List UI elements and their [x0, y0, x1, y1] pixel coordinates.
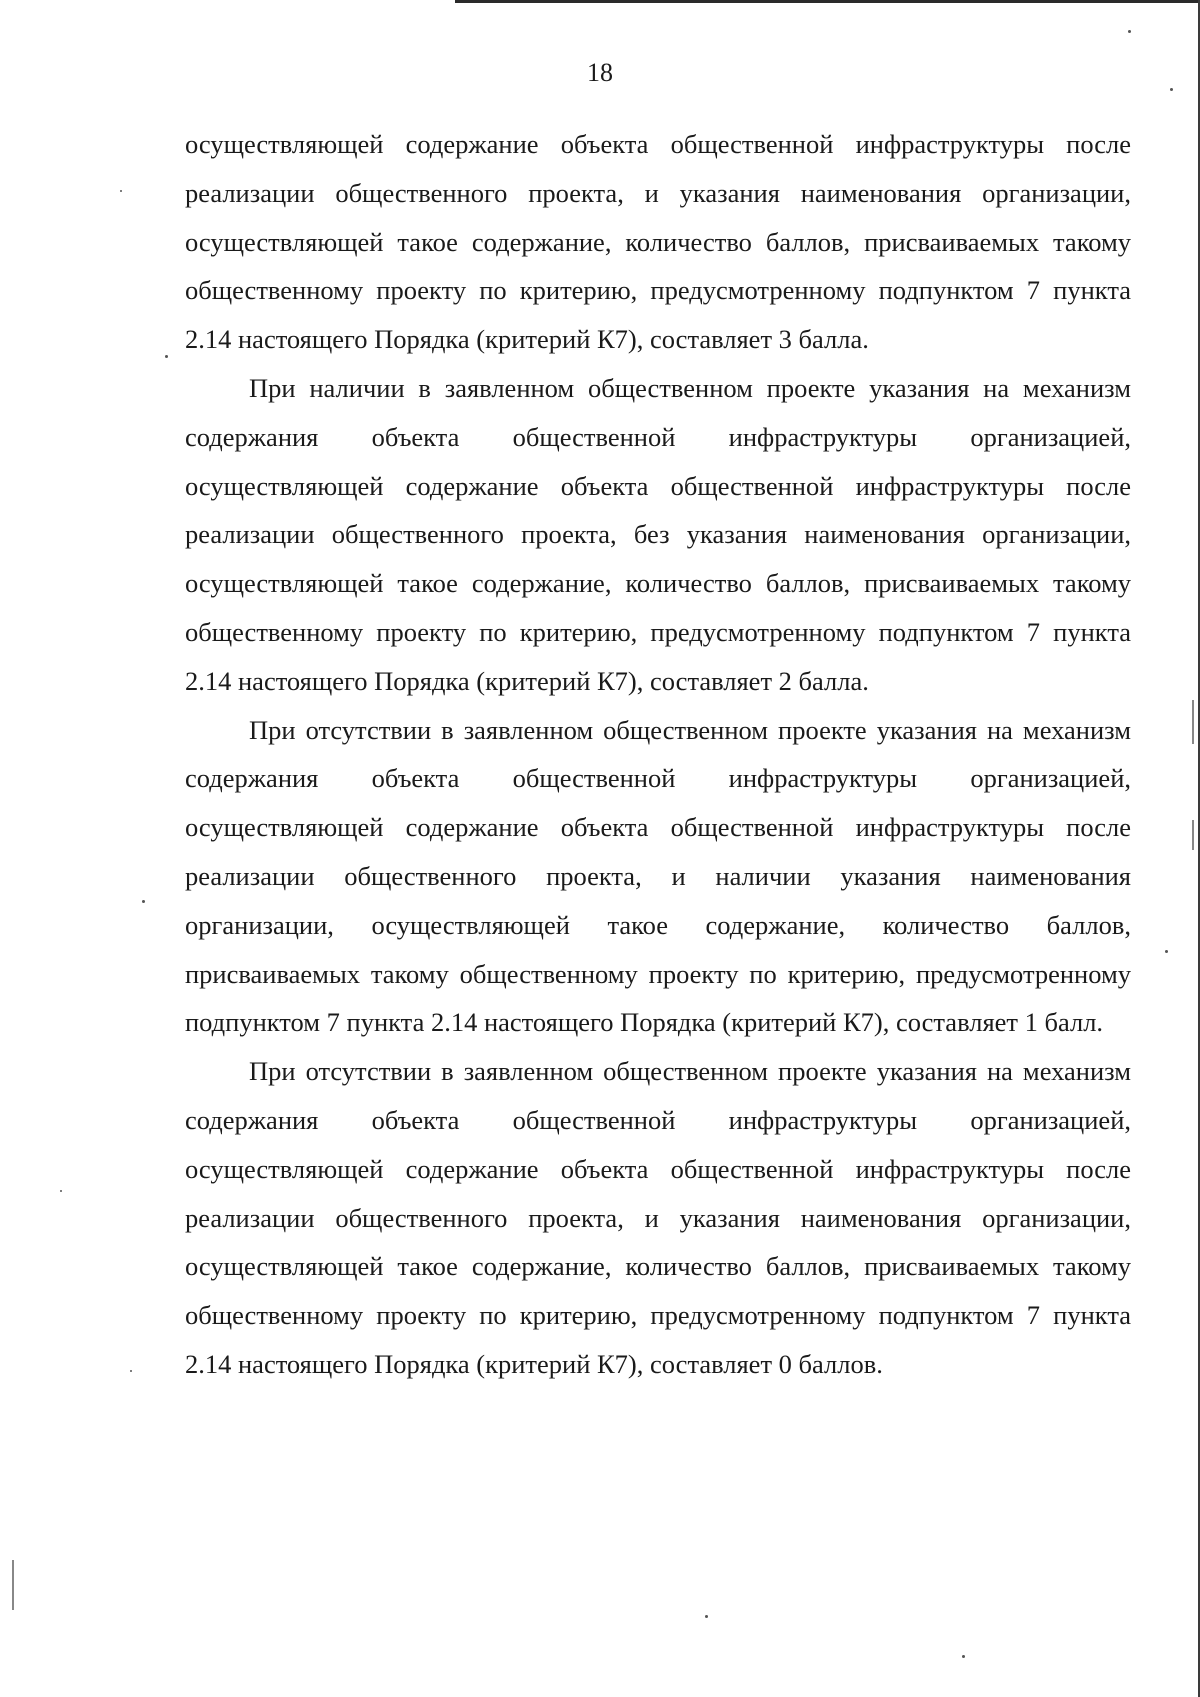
scan-speck: [120, 190, 122, 192]
scan-mark: [1192, 820, 1194, 850]
paragraph-1: осуществляющей содержание объекта общественной инфраструктуры после реализации общественного проекта, и указания наименования организации, осуществляющей такое содержание, количество баллов, присваиваемых такому общественному проекту по критерию, предусмотренному подпунктом 7 пункта 2.14 настоящего Порядка (критерий К7), составляет 3 балла.: [185, 129, 1131, 355]
document-body: [185, 120, 1131, 1389]
paragraph-2: При наличии в заявленном общественном проекте указания на механизм содержания объекта общественной инфраструктуры организацией, осуществляющей содержание объекта общественной инфраструктуры после реализации общественного проекта, без указания наименования организации, осуществляющей такое содержание, количество баллов, присваиваемых такому общественному проекту по критерию, предусмотренному подпунктом 7 пункта 2.14 настоящего Порядка (критерий К7), составляет 2 балла.: [185, 372, 1131, 696]
top-border-line: [455, 0, 1200, 3]
scan-mark: [12, 1560, 14, 1610]
scan-speck: [705, 1615, 708, 1618]
scan-speck: [60, 1190, 62, 1192]
scan-speck: [1165, 950, 1168, 953]
scan-speck: [962, 1655, 965, 1658]
scan-speck: [1128, 30, 1131, 33]
paragraph-4: При отсутствии в заявленном общественном проекте указания на механизм содержания объекта общественной инфраструктуры организацией, осуществляющей содержание объекта общественной инфраструктуры после реализации общественного проекта, и указания наименования организации, осуществляющей такое содержание, количество баллов, присваиваемых такому общественному проекту по критерию, предусмотренному подпунктом 7 пункта 2.14 настоящего Порядка (критерий К7), составляет 0 баллов.: [185, 1056, 1131, 1379]
scan-speck: [142, 900, 145, 903]
scan-speck: [1170, 88, 1173, 91]
scan-speck: [130, 1370, 132, 1372]
scan-mark: [1192, 700, 1194, 744]
scan-speck: [165, 355, 168, 358]
page-number: 18: [587, 58, 613, 87]
paragraph-3: При отсутствии в заявленном общественном проекте указания на механизм содержания объекта общественной инфраструктуры организацией, осуществляющей содержание объекта общественной инфраструктуры после реализации общественного проекта, и наличии указания наименования организации, осуществляющей такое содержание, количество баллов, присваиваемых такому общественному проекту по критерию, предусмотренному подпунктом 7 пункта 2.14 настоящего Порядка (критерий К7), составляет 1 балл.: [185, 714, 1131, 1038]
